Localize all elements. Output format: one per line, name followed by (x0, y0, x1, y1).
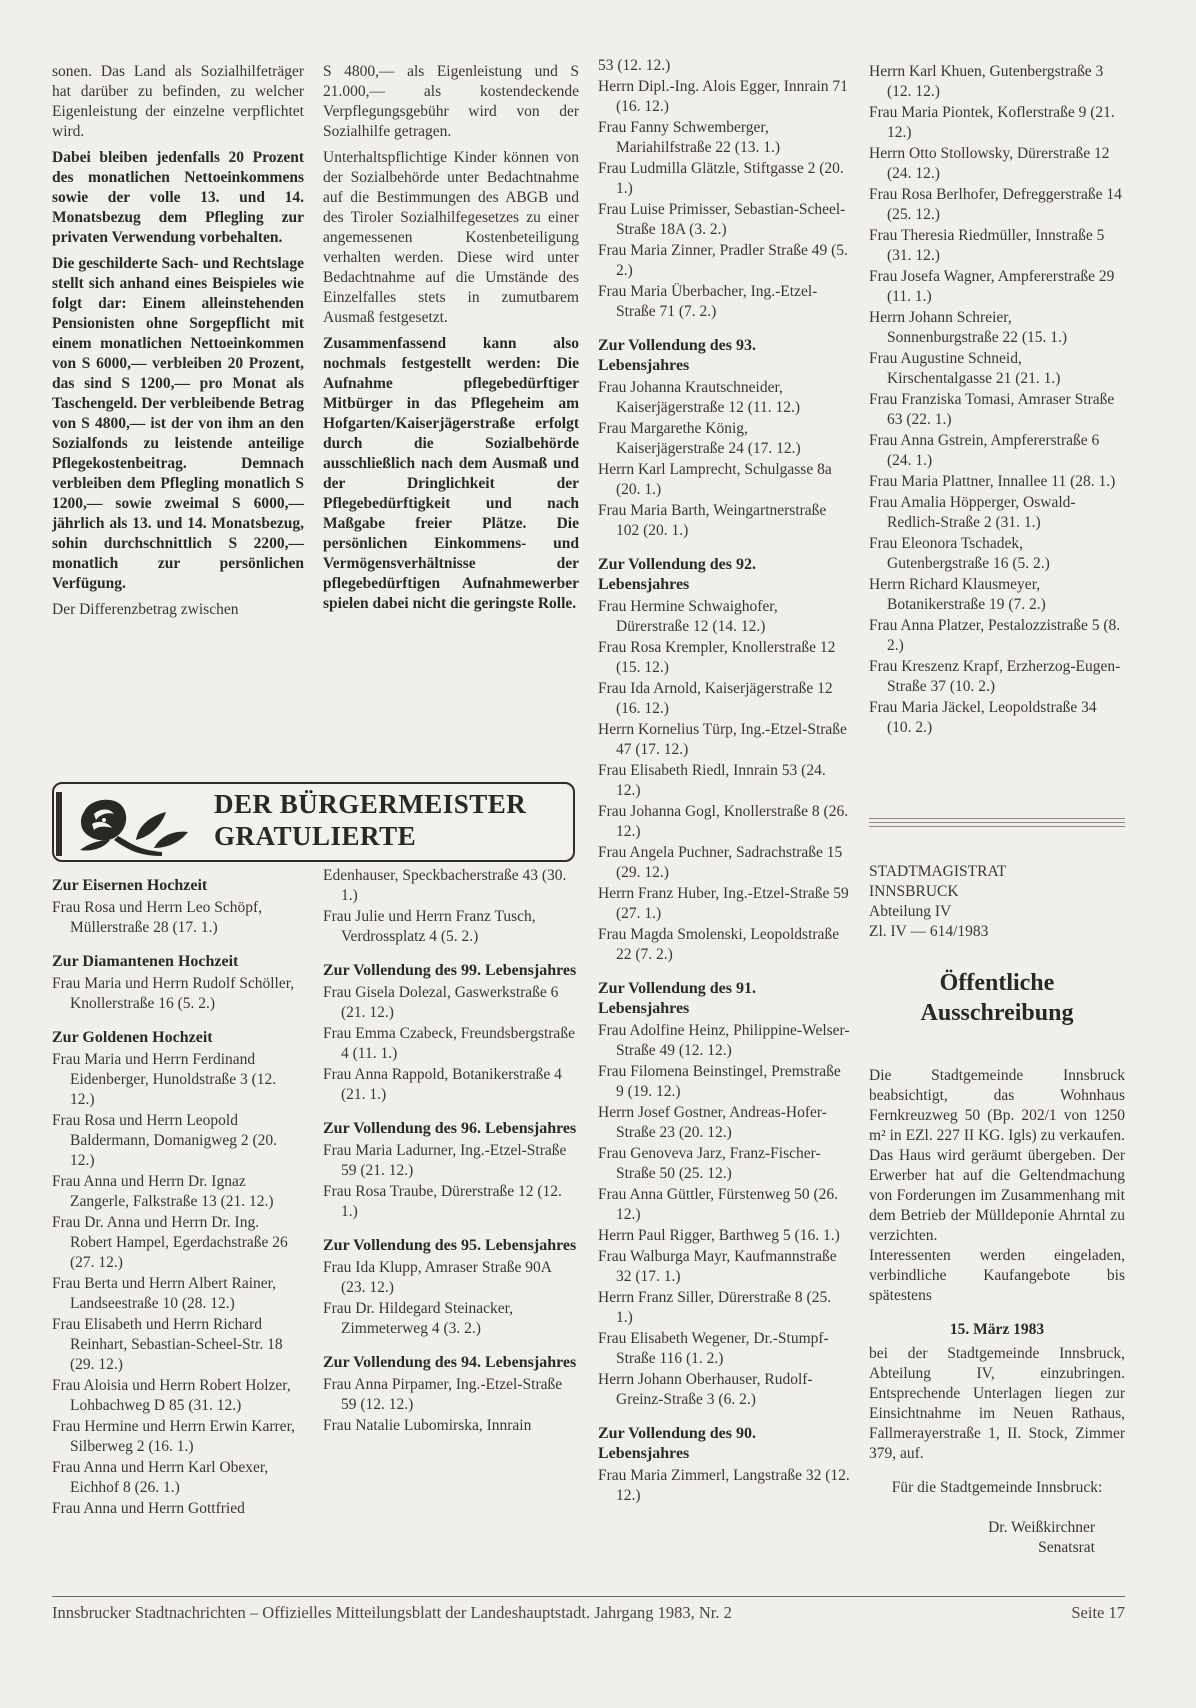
list-item: Frau Ludmilla Glätzle, Stiftgasse 2 (20. 1.) (598, 160, 844, 197)
list-item: Frau Kreszenz Krapf, Erzherzog-Eugen-Straße 37 (10. 2.) (869, 658, 1121, 695)
footer-publication: Innsbrucker Stadtnachrichten – Offizielles Mitteilungsblatt der Landeshauptstadt. Jahrgang 1983, Nr. 2 (52, 1603, 732, 1622)
notice-title-line2: Ausschreibung (920, 1000, 1074, 1026)
list-item: Herrn Johann Schreier, Sonnenburgstraße 22 (15. 1.) (869, 309, 1068, 346)
section-heading: Zur Vollendung des 99. Lebensjahres (323, 962, 577, 979)
list-item: Herrn Richard Klausmeyer, Botanikerstraße 19 (7. 2.) (869, 576, 1046, 613)
article-paragraph: Zusammenfassend kann also nochmals festgestellt werden: Die Aufnahme pflegebedürftiger Mitbürger in das Pflegeheim am Hofgarten/Kaiserjägerstraße erfolgt durch die Sozialbehörde ausschließlich nach dem Ausmaß und der Dringlichkeit der Pflegebedürftigkeit und nach Maßgabe freier Plätze. Die persönlichen Einkommens- und Vermögensverhältnisse der pflegebedürftigen Aufnahmewerber spielen dabei nicht die geringste Rolle. (323, 335, 579, 612)
page-footer (52, 1596, 1125, 1625)
list-item: Frau Hermine Schwaighofer, Dürerstraße 12 (14. 12.) (598, 598, 778, 635)
congrats-section (598, 336, 850, 541)
list-item: Frau Johanna Krautschneider, Kaiserjägerstraße 12 (11. 12.) (598, 379, 801, 416)
list-item: Frau Ida Arnold, Kaiserjägerstraße 12 (16. 12.) (598, 680, 833, 717)
section-heading: Zur Diamantenen Hochzeit (52, 953, 239, 970)
congrats-section (323, 1353, 579, 1436)
list-item: Frau Hermine und Herrn Erwin Karrer, Silberweg 2 (16. 1.) (52, 1418, 295, 1455)
article-paragraph: sonen. Das Land als Sozialhilfeträger hat darüber zu befinden, zu welcher Eigenleistung der einzelne verpflichtet wird. (52, 63, 304, 140)
congrats-section (323, 961, 579, 1105)
section-heading: Zur Vollendung des 94. Lebensjahres (323, 1354, 577, 1371)
list-item: Frau Margarethe König, Kaiserjägerstraße 24 (17. 12.) (598, 420, 801, 457)
list-item: Frau Walburga Mayr, Kaufmannstraße 32 (17. 1.) (598, 1248, 837, 1285)
list-item: Frau Rosa Krempler, Knollerstraße 12 (15. 12.) (598, 639, 836, 676)
footer-page-number: Seite 17 (1071, 1603, 1125, 1622)
section-heading: Zur Vollendung des 95. Lebensjahres (323, 1237, 577, 1254)
congrats-section (52, 952, 304, 1014)
list-item: Frau Elisabeth und Herrn Richard Reinhart, Sebastian-Scheel-Str. 18 (29. 12.) (52, 1316, 283, 1373)
list-item: Frau Magda Smolenski, Leopoldstraße 22 (7. 2.) (598, 926, 840, 963)
list-item: Herrn Kornelius Türp, Ing.-Etzel-Straße 47 (17. 12.) (598, 721, 847, 758)
congratulations-banner (52, 782, 575, 862)
list-item: Frau Anna und Herrn Dr. Ignaz Zangerle, Falkstraße 13 (21. 12.) (52, 1173, 274, 1210)
section-heading: Zur Eisernen Hochzeit (52, 877, 208, 894)
list-item: Herrn Dipl.-Ing. Alois Egger, Innrain 71 (16. 12.) (598, 78, 848, 115)
notice-title (869, 968, 1125, 1028)
congrats-section (323, 1119, 579, 1222)
banner-title (214, 788, 574, 852)
divider-rule (869, 826, 1125, 827)
banner-title-line1: DER BÜRGERMEISTER (214, 789, 527, 819)
article-paragraph: Unterhaltspflichtige Kinder können von der Sozialbehörde unter Bedachtnahme auf die Bestimmungen des ABGB und des Tiroler Sozialhilfegesetzes zu einer angemessenen Kostenbeteiligung verhalten werden. Diese wird unter Bedachtnahme auf die Umstände des Einzelfalles stets in zumutbarem Ausmaß festgesetzt. (323, 149, 579, 326)
list-item: Frau Maria Jäckel, Leopoldstraße 34 (10. 2.) (869, 699, 1097, 736)
list-item: Herrn Otto Stollowsky, Dürerstraße 12 (24. 12.) (869, 145, 1110, 182)
list-item: Frau Amalia Höpperger, Oswald-Redlich-Straße 2 (31. 1.) (869, 494, 1076, 531)
congrats-section (598, 56, 850, 322)
section-heading: Zur Goldenen Hochzeit (52, 1029, 213, 1046)
section-heading: Zur Vollendung des 90. Lebensjahres (598, 1425, 756, 1462)
notice-submit-text: bei der Stadtgemeinde Innsbruck, Abteilung IV, einzubringen. Entsprechende Unterlagen liegen zur Einsichtnahme im Neuen Rathaus, Fallmerayerstraße 1, II. Stock, Zimmer 379, auf. (869, 1345, 1125, 1462)
list-item: Herrn Franz Huber, Ing.-Etzel-Straße 59 (27. 1.) (598, 885, 849, 922)
list-item: Frau Emma Czabeck, Freundsbergstraße 4 (11. 1.) (323, 1025, 575, 1062)
congrats-column-4 (869, 62, 1125, 739)
notice-title-line1: Öffentliche (939, 970, 1055, 996)
list-item: Frau Elisabeth Wegener, Dr.-Stumpf-Straße 116 (1. 2.) (598, 1330, 829, 1367)
list-item: Frau Julie und Herrn Franz Tusch, Verdrossplatz 4 (5. 2.) (323, 908, 536, 945)
congrats-section (52, 876, 304, 938)
list-item: Frau Genoveva Jarz, Franz-Fischer-Straße 50 (25. 12.) (598, 1145, 821, 1182)
list-item: Frau Adolfine Heinz, Philippine-Welser-Straße 49 (12. 12.) (598, 1022, 850, 1059)
rose-icon (70, 790, 200, 858)
list-item: Frau Ida Klupp, Amraser Straße 90A (23. 12.) (323, 1259, 552, 1296)
congrats-section (323, 1236, 579, 1339)
list-item: Frau Anna Platzer, Pestalozzistraße 5 (8. 2.) (869, 617, 1121, 654)
list-item: Frau Rosa Traube, Dürerstraße 12 (12. 1.) (323, 1183, 562, 1220)
congrats-section (598, 979, 850, 1410)
list-item: Frau Anna Gstrein, Ampfererstraße 6 (24. 1.) (869, 432, 1100, 469)
list-item: Frau Gisela Dolezal, Gaswerkstraße 6 (21. 12.) (323, 984, 559, 1021)
list-item: Frau Johanna Gogl, Knollerstraße 8 (26. 12.) (598, 803, 849, 840)
list-item: Frau Theresia Riedmüller, Innstraße 5 (31. 12.) (869, 227, 1105, 264)
banner-title-line2: GRATULIERTE (214, 821, 417, 851)
congrats-section (598, 1424, 850, 1506)
notice-deadline: 15. März 1983 (949, 1321, 1045, 1338)
list-item: Frau Anna Güttler, Fürstenweg 50 (26. 12.) (598, 1186, 839, 1223)
list-item: Frau Maria und Herrn Rudolf Schöller, Knollerstraße 16 (5. 2.) (52, 975, 295, 1012)
list-item: Herrn Josef Gostner, Andreas-Hofer-Straße 23 (20. 12.) (598, 1104, 827, 1141)
banner-shadow (56, 792, 62, 856)
notice-body (869, 1066, 1125, 1558)
list-item: Herrn Karl Lamprecht, Schulgasse 8a (20. 1.) (598, 461, 832, 498)
list-item: Frau Maria Zimmerl, Langstraße 32 (12. 12.) (598, 1467, 850, 1504)
notice-invite-text: Interessenten werden eingeladen, verbindliche Kaufangebote bis spätestens (869, 1247, 1125, 1304)
list-item: 53 (12. 12.) (598, 57, 671, 74)
list-item: Frau Anna und Herrn Gottfried (52, 1500, 245, 1517)
notice-header-line: Zl. IV — 614/1983 (869, 923, 989, 940)
congrats-column-3 (598, 56, 850, 1520)
list-item: Herrn Franz Siller, Dürerstraße 8 (25. 1.) (598, 1289, 832, 1326)
list-item: Frau Fanny Schwemberger, Mariahilfstraße 22 (13. 1.) (598, 119, 780, 156)
list-item: Frau Maria Plattner, Innallee 11 (28. 1.) (869, 473, 1116, 490)
notice-header-line: INNSBRUCK (869, 883, 959, 900)
list-item: Frau Rosa und Herrn Leopold Baldermann, Domanigweg 2 (20. 12.) (52, 1112, 278, 1169)
list-item: Frau Maria Ladurner, Ing.-Etzel-Straße 59 (21. 12.) (323, 1142, 567, 1179)
list-item: Frau Maria Überbacher, Ing.-Etzel-Straße 71 (7. 2.) (598, 283, 818, 320)
divider-rule (869, 818, 1125, 819)
list-item: Herrn Johann Oberhauser, Rudolf-Greinz-Straße 3 (6. 2.) (598, 1371, 813, 1408)
notice-for-line: Für die Stadtgemeinde Innsbruck: (891, 1479, 1103, 1496)
list-item: Frau Rosa und Herrn Leo Schöpf, Müllerstraße 28 (17. 1.) (52, 899, 263, 936)
list-item: Frau Filomena Beinstingel, Premstraße 9 (19. 12.) (598, 1063, 841, 1100)
notice-header (869, 862, 1125, 942)
list-item: Frau Maria und Herrn Ferdinand Eidenberger, Hunoldstraße 3 (12. 12.) (52, 1051, 277, 1108)
list-item: Frau Anna Pirpamer, Ing.-Etzel-Straße 59 (12. 12.) (323, 1376, 563, 1413)
article-paragraph: Der Differenzbetrag zwischen (52, 601, 239, 618)
list-item: Frau Dr. Anna und Herrn Dr. Ing. Robert Hampel, Egerdachstraße 26 (27. 12.) (52, 1214, 288, 1271)
list-item: Frau Berta und Herrn Albert Rainer, Landseestraße 10 (28. 12.) (52, 1275, 277, 1312)
list-item: Frau Maria Zinner, Pradler Straße 49 (5. 2.) (598, 242, 848, 279)
list-item: Frau Franziska Tomasi, Amraser Straße 63 (22. 1.) (869, 391, 1115, 428)
article-column-1 (52, 62, 304, 626)
list-item: Edenhauser, Speckbacherstraße 43 (30. 1.) (323, 867, 567, 904)
notice-signer-title: Senatsrat (1038, 1539, 1095, 1556)
article-paragraph: S 4800,— als Eigenleistung und S 21.000,— als kostendeckende Verpflegungsgebühr wird von der Sozialhilfe getragen. (323, 63, 579, 140)
congrats-section (323, 866, 579, 947)
section-heading: Zur Vollendung des 92. Lebensjahres (598, 556, 756, 593)
list-item: Frau Maria Barth, Weingartnerstraße 102 (20. 1.) (598, 502, 827, 539)
notice-signer: Dr. Weißkirchner (988, 1519, 1095, 1536)
article-column-2 (323, 62, 579, 620)
list-item: Frau Augustine Schneid, Kirschentalgasse 21 (21. 1.) (869, 350, 1061, 387)
section-heading: Zur Vollendung des 91. Lebensjahres (598, 980, 756, 1017)
list-item: Frau Rosa Berlhofer, Defreggerstraße 14 (25. 12.) (869, 186, 1122, 223)
article-paragraph: Die geschilderte Sach- und Rechtslage stellt sich anhand eines Beispieles wie folgt dar: Einem alleinstehenden Pensionisten ohne Sorgepflicht mit einem monatlichen Nettoeinkommen von S 6000,— verbleiben 20 Prozent, das sind S 1200,— pro Monat als Taschengeld. Der verbleibende Betrag von S 4800,— ist der von ihm an den Sozialfonds zu leistende anteilige Pflegekostenbeitrag. Demnach verbleiben dem Pflegling monatlich S 1200,— sowie zweimal S 6000,— jährlich als 13. und 14. Monatsbezug, sohin durchschnittlich S 2200,— monatlich zur persönlichen Verfügung. (52, 255, 304, 592)
notice-header-line: Abteilung IV (869, 903, 952, 920)
list-item: Frau Josefa Wagner, Ampfererstraße 29 (11. 1.) (869, 268, 1115, 305)
list-item: Frau Luise Primisser, Sebastian-Scheel-Straße 18A (3. 2.) (598, 201, 846, 238)
list-item: Frau Natalie Lubomirska, Innrain (323, 1417, 532, 1434)
list-item: Herrn Paul Rigger, Barthweg 5 (16. 1.) (598, 1227, 840, 1244)
list-item: Frau Dr. Hildegard Steinacker, Zimmeterweg 4 (3. 2.) (323, 1300, 514, 1337)
list-item: Frau Anna und Herrn Karl Obexer, Eichhof 8 (26. 1.) (52, 1459, 269, 1496)
congrats-section (52, 1028, 304, 1519)
list-item: Frau Angela Puchner, Sadrachstraße 15 (29. 12.) (598, 844, 843, 881)
article-paragraph: Dabei bleiben jedenfalls 20 Prozent des monatlichen Nettoeinkommens sowie der volle 13. und 14. Monatsbezug dem Pflegling zur privaten Verwendung vorbehalten. (52, 149, 304, 246)
list-item: Frau Aloisia und Herrn Robert Holzer, Lohbachweg D 85 (31. 12.) (52, 1377, 291, 1414)
section-heading: Zur Vollendung des 96. Lebensjahres (323, 1120, 577, 1137)
list-item: Herrn Karl Khuen, Gutenbergstraße 3 (12. 12.) (869, 63, 1104, 100)
congrats-section (598, 555, 850, 965)
list-item: Frau Elisabeth Riedl, Innrain 53 (24. 12.) (598, 762, 826, 799)
congrats-column-1 (52, 876, 304, 1533)
notice-header-line: STADTMAGISTRAT (869, 863, 1007, 880)
notice-body-text: Die Stadtgemeinde Innsbruck beabsichtigt, das Wohnhaus Fernkreuzweg 50 (Bp. 202/1 von 1250 m² in EZl. 227 II KG. Igls) zu verkaufen. Das Haus wird geräumt übergeben. Der Erwerber hat auf die Geltendmachung von Forderungen im Zusammenhang mit dem Betrieb der Mülldeponie Ahrntal zu verzichten. (869, 1067, 1125, 1244)
congrats-column-2 (323, 866, 579, 1450)
list-item: Frau Eleonora Tschadek, Gutenbergstraße 16 (5. 2.) (869, 535, 1050, 572)
list-item: Frau Maria Piontek, Koflerstraße 9 (21. 12.) (869, 104, 1115, 141)
divider-rule (869, 822, 1125, 823)
section-heading: Zur Vollendung des 93. Lebensjahres (598, 337, 756, 374)
list-item: Frau Anna Rappold, Botanikerstraße 4 (21. 1.) (323, 1066, 562, 1103)
